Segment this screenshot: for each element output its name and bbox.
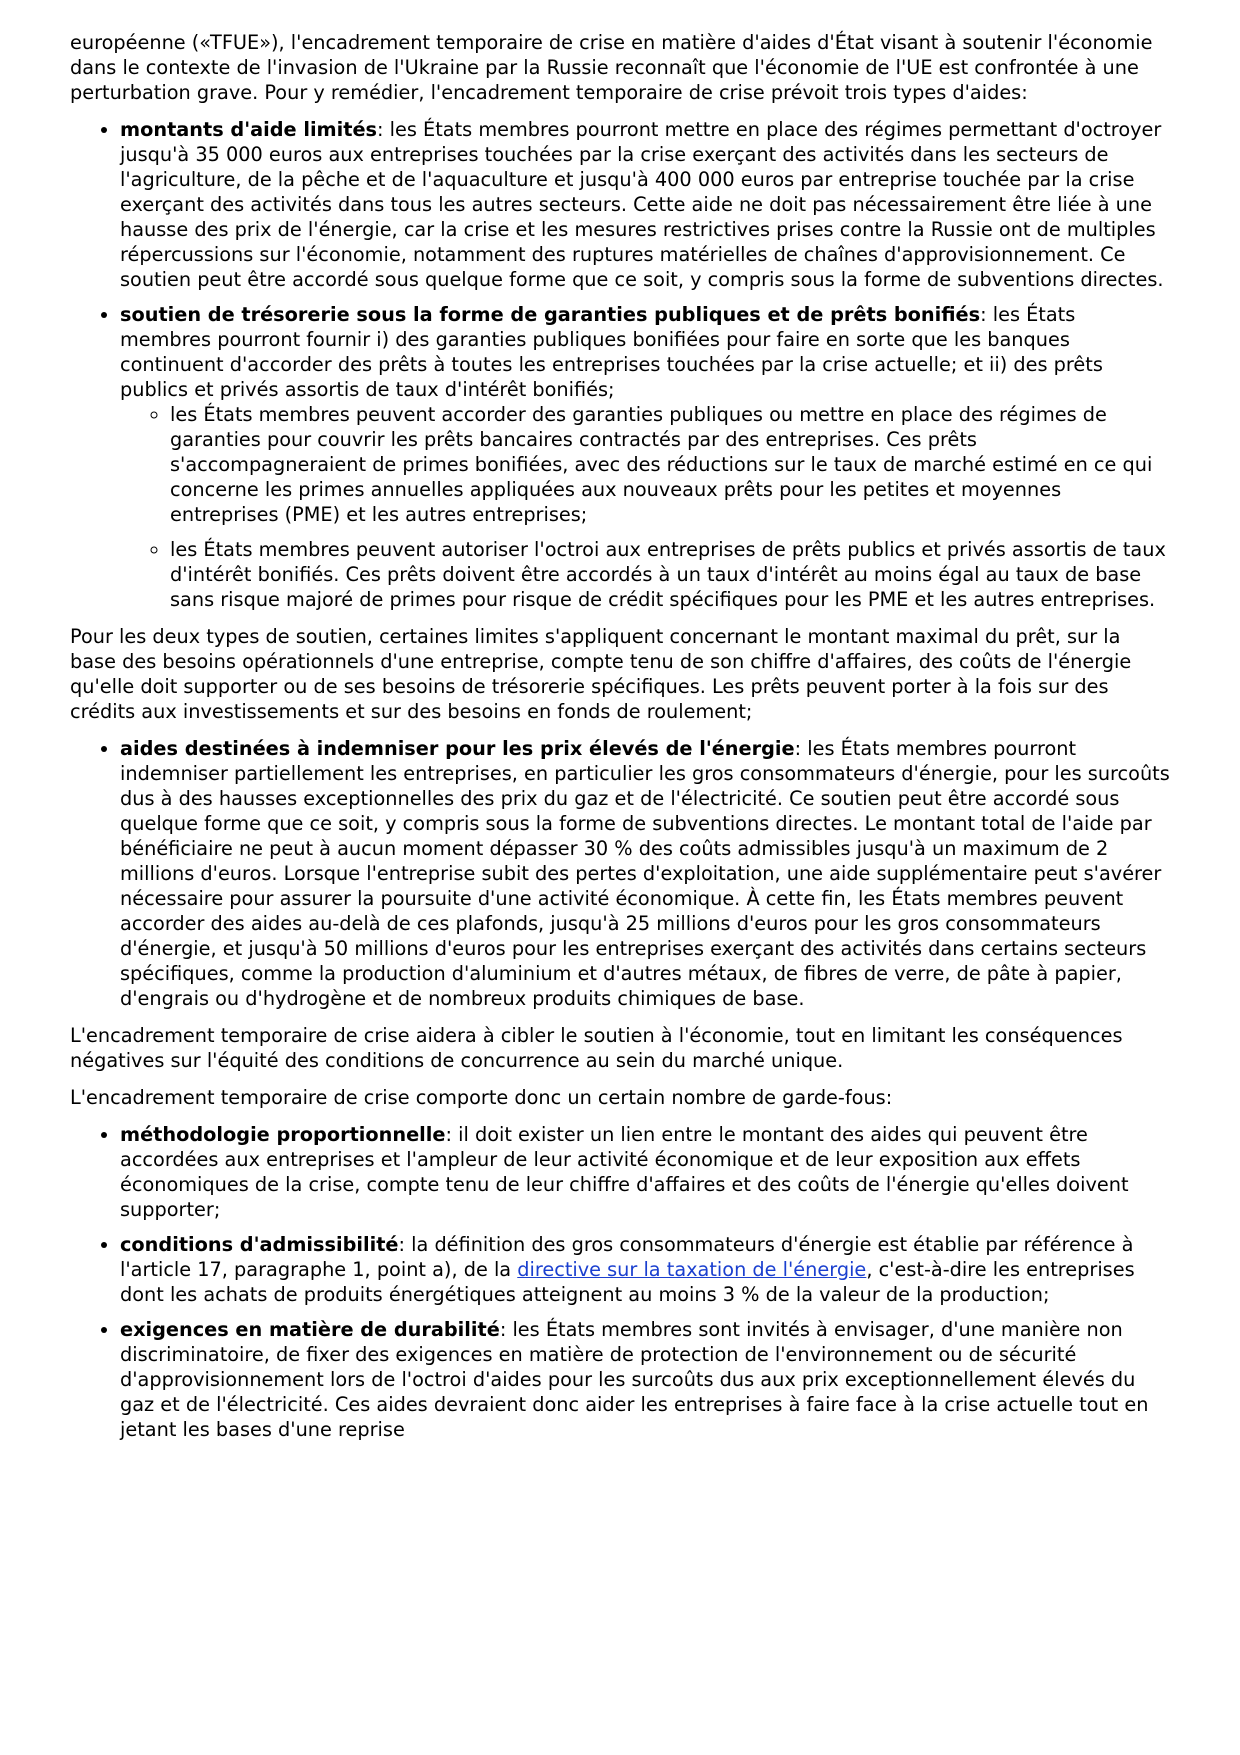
safeguards-list	[70, 1122, 1170, 1442]
item-title: exigences en matière de durabilité	[120, 1318, 500, 1341]
targeting-paragraph: L'encadrement temporaire de crise aidera à cibler le soutien à l'économie, tout en limitant les conséquences négatives sur l'équité des conditions de concurrence au sein du marché unique.	[70, 1024, 1123, 1072]
intro-paragraph: européenne («TFUE»), l'encadrement temporaire de crise en matière d'aides d'État visant à soutenir l'économie dans le contexte de l'invasion de l'Ukraine par la Russie reconnaît que l'économie de l'UE est confrontée à une perturbation grave. Pour y remédier, l'encadrement temporaire de crise prévoit trois types d'aides:	[70, 31, 1153, 104]
item-title: montants d'aide limités	[120, 118, 378, 141]
limits-paragraph: Pour les deux types de soutien, certaines limites s'appliquent concernant le montant maximal du prêt, sur la base des besoins opérationnels d'une entreprise, compte tenu de son chiffre d'affaires, des coûts de l'énergie qu'elle doit supporter ou de ses besoins de trésorerie spécifiques. Les prêts peuvent porter à la fois sur des crédits aux investissements et sur des besoins en fonds de roulement;	[70, 625, 1132, 723]
item-title: aides destinées à indemniser pour les prix élevés de l'énergie	[120, 737, 795, 760]
item-text: : la définition des gros consommateurs d'énergie est établie par référence à l'article 17, paragraphe 1, point a), de la	[120, 1233, 1134, 1281]
list-item-eligibility	[120, 1232, 1170, 1307]
list-item-methodology	[120, 1122, 1170, 1222]
item-text: : les États membres pourront indemniser partiellement les entreprises, en particulier les gros consommateurs d'énergie, pour les surcoûts dus à des hausses exceptionnelles des prix du gaz et de l'électricité. Ce soutien peut être accordé sous quelque forme que ce soit, y compris sous la forme de subventions directes. Le montant total de l'aide par bénéficiaire ne peut à aucun moment dépasser 30 % des coûts admissibles jusqu'à un maximum de 2 millions d'euros. Lorsque l'entreprise subit des pertes d'exploitation, une aide supplémentaire peut s'avérer nécessaire pour assurer la poursuite d'une activité économique. À cette fin, les États membres peuvent accorder des aides au-delà de ces plafonds, jusqu'à 25 millions d'euros pour les gros consommateurs d'énergie, et jusqu'à 50 millions d'euros pour les entreprises exerçant des activités dans certains secteurs spécifiques, comme la production d'aluminium et d'autres métaux, de fibres de verre, de pâte à papier, d'engrais ou d'hydrogène et de nombreux produits chimiques de base.	[120, 737, 1170, 1010]
item-text: , c'est-à-dire les entreprises dont les achats de produits énergétiques atteignent au moins 3 % de la valeur de la production;	[120, 1258, 1135, 1306]
list-item-liquidity-support	[120, 302, 1170, 612]
energy-taxation-directive-link[interactable]: directive sur la taxation de l'énergie	[517, 1258, 867, 1281]
sub-list-item-guarantees: ◦ les États membres peuvent accorder des garanties publiques ou mettre en place des régimes de garanties pour couvrir les prêts bancaires contractés par des entreprises. Ces prêts s'accompagneraient de primes bonifiées, avec des réductions sur le taux de marché estimé en ce qui concerne les primes annuelles appliquées aux nouveaux prêts pour les petites et moyennes entreprises (PME) et les autres entreprises;	[170, 402, 1170, 527]
list-item-energy-aid	[120, 736, 1170, 1011]
item-title: méthodologie proportionnelle	[120, 1123, 446, 1146]
energy-aid-list	[70, 736, 1170, 1011]
item-text: : les États membres pourront mettre en place des régimes permettant d'octroyer jusqu'à 35 000 euros aux entreprises touchées par la crise exerçant des activités dans les secteurs de l'agriculture, de la pêche et de l'aquaculture et jusqu'à 400 000 euros par entreprise touchée par la crise exerçant des activités dans tous les autres secteurs. Cette aide ne doit pas nécessairement être liée à une hausse des prix de l'énergie, car la crise et les mesures restrictives prises contre la Russie ont de multiples répercussions sur l'économie, notamment des ruptures matérielles de chaînes d'approvisionnement. Ce soutien peut être accordé sous quelque forme que ce soit, y compris sous la forme de subventions directes.	[120, 118, 1164, 291]
list-item-sustainability	[120, 1317, 1170, 1442]
item-title: conditions d'admissibilité	[120, 1233, 399, 1256]
sub-list-item-loans: ◦ les États membres peuvent autoriser l'octroi aux entreprises de prêts publics et privés assortis de taux d'intérêt bonifiés. Ces prêts doivent être accordés à un taux d'intérêt au moins égal au taux de base sans risque majoré de primes pour risque de crédit spécifiques pour les PME et les autres entreprises.	[170, 537, 1170, 612]
item-text: : il doit exister un lien entre le montant des aides qui peuvent être accordées aux entreprises et l'ampleur de leur activité économique et de leur exposition aux effets économiques de la crise, compte tenu de leur chiffre d'affaires et des coûts de l'énergie qu'elles doivent supporter;	[120, 1123, 1129, 1221]
liquidity-sub-list	[120, 402, 1170, 612]
item-text: : les États membres pourront fournir i) des garanties publiques bonifiées pour faire en sorte que les banques continuent d'accorder des prêts à toutes les entreprises touchées par la crise actuelle; et ii) des prêts publics et privés assortis de taux d'intérêt bonifiés;	[120, 303, 1103, 401]
safeguards-intro: L'encadrement temporaire de crise comporte donc un certain nombre de garde-fous:	[70, 1086, 893, 1109]
item-text: : les États membres sont invités à envisager, d'une manière non discriminatoire, de fixer des exigences en matière de protection de l'environnement ou de sécurité d'approvisionnement lors de l'octroi d'aides pour les surcoûts dus aux prix exceptionnellement élevés du gaz et de l'électricité. Ces aides devraient donc aider les entreprises à faire face à la crise actuelle tout en jetant les bases d'une reprise	[120, 1318, 1149, 1441]
aid-types-list	[70, 117, 1170, 612]
list-item-limited-aid	[120, 117, 1170, 292]
item-title: soutien de trésorerie sous la forme de garanties publiques et de prêts bonifiés	[120, 303, 981, 326]
